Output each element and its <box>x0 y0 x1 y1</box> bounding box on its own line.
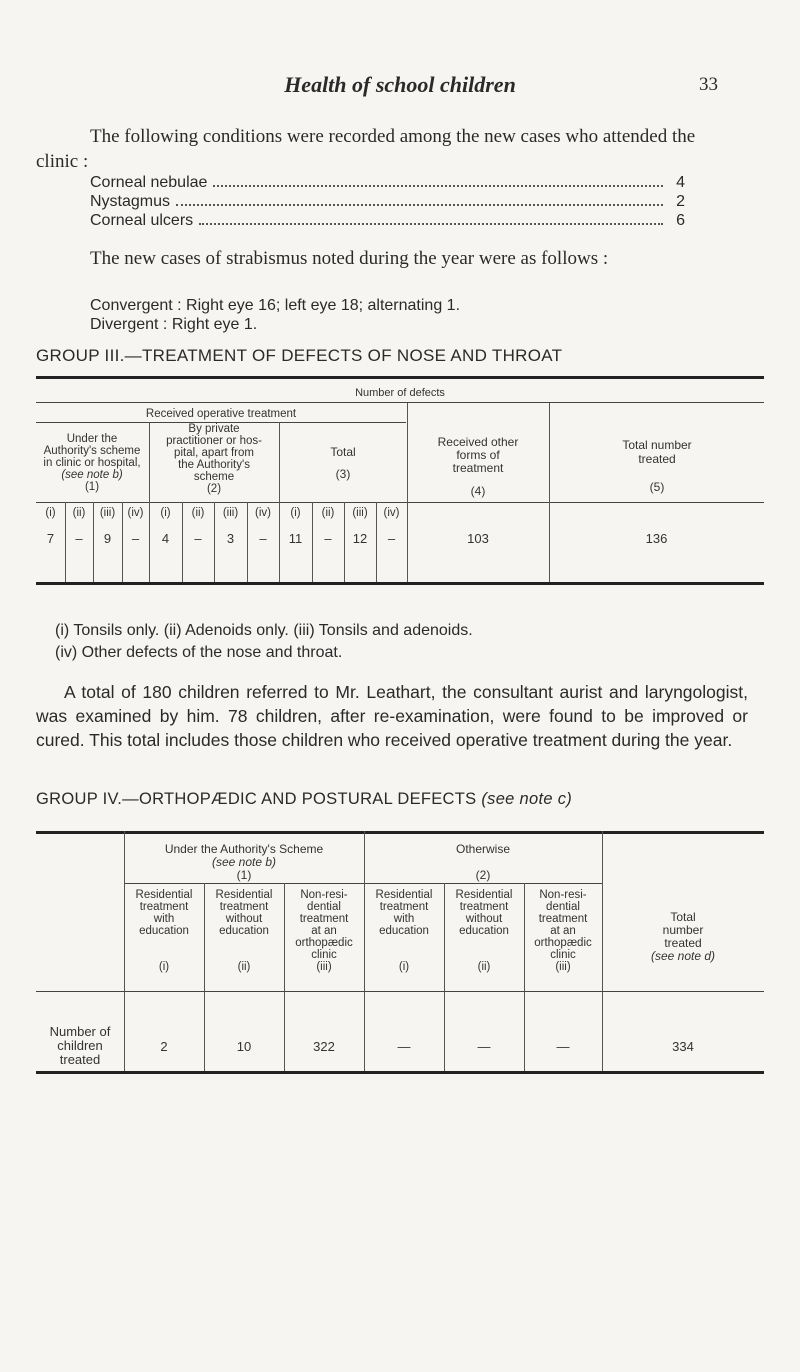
received-operative-label: Received operative treatment <box>145 408 297 420</box>
paragraph-text: A total of 180 children referred to Mr. Leathart, the consultant aurist and laryngologist, was examined by him. 78 children, after re-examination, were found to be improved or cured. This total includes those children who received operative treatment during the year. <box>36 682 748 750</box>
value-cell: 322 <box>313 1039 335 1054</box>
subcol-header: Residential treatment with education (i) <box>135 889 193 973</box>
leader-dots <box>199 223 663 225</box>
subcol-header: Non-resi- dential treatment at an orthopædic clinic (iii) <box>295 889 353 973</box>
group4-heading <box>36 790 572 809</box>
group4-heading-main: GROUP IV.—ORTHOPÆDIC AND POSTURAL DEFECTS <box>36 790 477 808</box>
table-rule <box>36 402 764 403</box>
referral-paragraph <box>36 680 748 752</box>
divergent-line: Divergent : Right eye 1. <box>90 316 258 333</box>
page-header <box>0 72 800 102</box>
value-cell: 10 <box>236 1039 252 1054</box>
table-rule <box>36 502 764 503</box>
table-rule <box>36 376 764 379</box>
condition-row <box>90 174 685 193</box>
condition-count: 4 <box>676 174 685 191</box>
condition-label: Corneal ulcers <box>90 212 194 229</box>
subcol-header: Residential treatment without education (ii) <box>455 889 513 973</box>
subcol-header: Residential treatment with education (i) <box>375 889 433 973</box>
value-cell: 12 <box>352 531 368 546</box>
value-cell: 2 <box>160 1039 168 1054</box>
table-rule <box>36 582 764 585</box>
value-cell: – <box>194 531 202 546</box>
otherwise-header: Otherwise (2) <box>455 842 511 882</box>
table-rule <box>124 883 602 884</box>
table-rule <box>36 831 764 834</box>
group3-table: Number of defects Received operative treatment Under the Authority's scheme in clinic or hospital, (see note b) (1) By private practitioner or hos- pital, apart from the Authority's scheme (2) Total (3) Received other forms of treatment (4) Total number treated (5) (i) (ii) (iii) (iv) (i) (ii) (iii) (iv) (i) (ii) (iii) (iv) 7 – 9 – 4 – 3 – 11 – 12 – 103 136 <box>36 376 764 596</box>
table-rule <box>36 991 764 992</box>
total-header: Total number treated (see note d) <box>650 910 716 963</box>
value-cell: 136 <box>645 531 668 546</box>
condition-label: Corneal nebulae <box>90 174 208 191</box>
value-cell: 9 <box>103 531 112 546</box>
table-rule <box>36 1071 764 1074</box>
value-cell: – <box>387 531 396 546</box>
condition-count: 6 <box>676 212 685 229</box>
strabismus-list <box>90 296 460 334</box>
col2-header: By private practitioner or hos- pital, apart from the Authority's scheme (2) <box>166 423 262 495</box>
condition-label: Nystagmus <box>90 193 171 210</box>
col3-header: Total (3) <box>330 445 356 481</box>
strabismus-sentence: The new cases of strabismus noted during the year were as follows : <box>90 248 609 269</box>
group3-notes <box>55 620 755 664</box>
value-cell: 11 <box>288 531 303 546</box>
value-cell: 7 <box>46 531 55 546</box>
number-of-defects-label: Number of defects <box>355 387 445 399</box>
value-cell: — <box>556 1039 570 1054</box>
value-cell: 3 <box>226 531 235 546</box>
row-label: Number of children treated <box>49 1024 111 1067</box>
group4-heading-note: (see note c) <box>481 790 573 808</box>
under-authority-header: Under the Authority's Scheme (see note b) (1) <box>164 842 324 882</box>
condition-count: 2 <box>676 193 685 210</box>
notes-line: (i) Tonsils only. (ii) Adenoids only. (iii) Tonsils and adenoids. <box>55 622 473 639</box>
conditions-list <box>90 174 685 231</box>
running-title: Health of school children <box>284 72 516 97</box>
value-cell: – <box>131 531 140 546</box>
leader-dots <box>213 185 663 187</box>
value-cell: 334 <box>672 1039 694 1054</box>
page-number: 33 <box>699 74 718 95</box>
subcol-header: Non-resi- dential treatment at an orthopædic clinic (iii) <box>534 889 592 973</box>
col1-header: Under the Authority's scheme in clinic or hospital, (see note b) (1) <box>43 433 141 493</box>
value-cell: 4 <box>161 531 170 546</box>
value-cell: — <box>477 1039 491 1054</box>
condition-row <box>90 212 685 231</box>
value-cell: – <box>259 531 267 546</box>
col4-header: Received other forms of treatment (4) <box>437 435 519 498</box>
value-cell: 103 <box>467 531 489 546</box>
conditions-sentence: The following conditions were recorded among the new cases who attended the clinic : <box>36 126 696 172</box>
notes-line: (iv) Other defects of the nose and throat. <box>55 644 343 661</box>
col5-header: Total number treated (5) <box>622 438 692 494</box>
subcol-header: Residential treatment without education (ii) <box>215 889 273 973</box>
group4-table <box>36 831 764 1071</box>
convergent-line: Convergent : Right eye 16; left eye 18; alternating 1. <box>90 297 461 314</box>
group3-heading: GROUP III.—TREATMENT OF DEFECTS OF NOSE AND THROAT <box>36 346 563 365</box>
leader-dots <box>176 204 663 206</box>
value-cell: – <box>324 531 332 546</box>
value-cell: – <box>75 531 83 546</box>
condition-row <box>90 193 685 212</box>
value-cell: — <box>397 1039 411 1054</box>
